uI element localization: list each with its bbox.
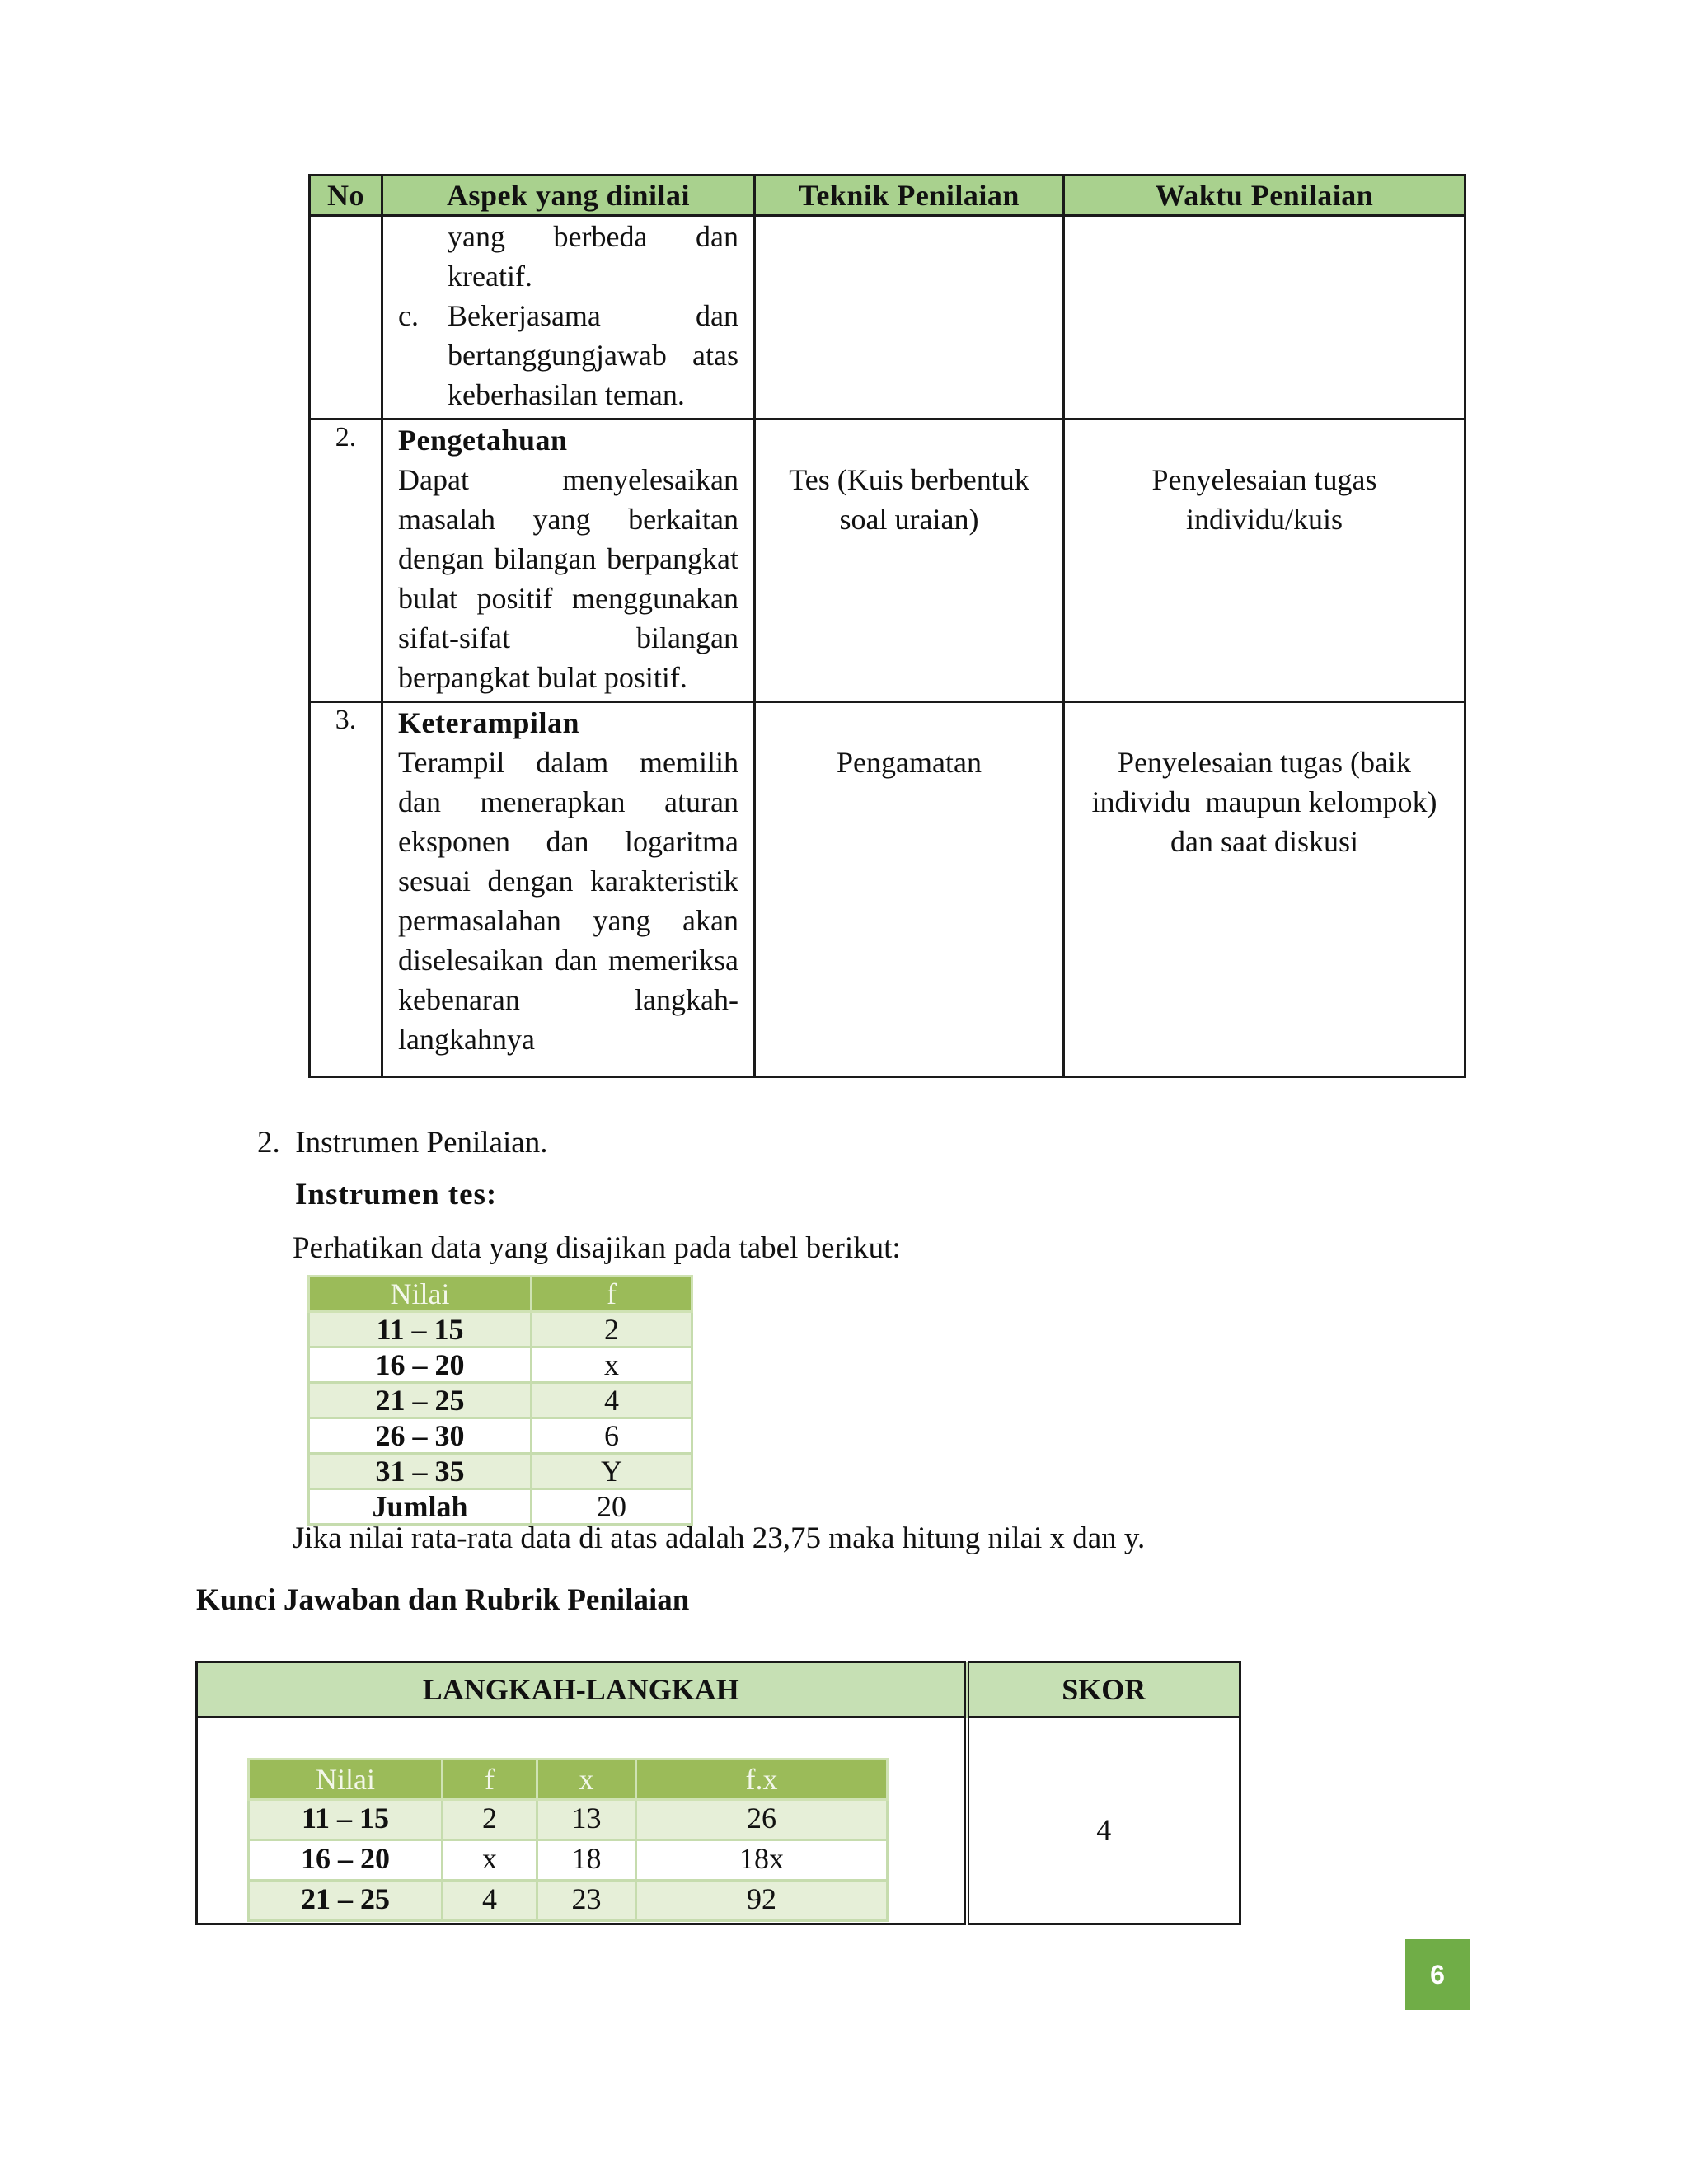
time-line: Penyelesaian tugas	[1151, 463, 1377, 496]
row-3-aspect	[382, 702, 755, 1077]
aspect-line: sesuai dengan karakteristik	[398, 865, 738, 898]
row-2-aspect	[382, 419, 755, 702]
fx-x: 23	[537, 1881, 636, 1921]
rubric-steps-cell	[197, 1718, 967, 1924]
freq-interval: 26 – 30	[309, 1418, 532, 1454]
freq-interval: 21 – 25	[309, 1383, 532, 1418]
header-steps: LANGKAH-LANGKAH	[197, 1662, 967, 1718]
aspect-line: sifat-sifat bilangan	[398, 621, 738, 654]
table-row	[249, 1881, 888, 1921]
rubric-header-row	[197, 1662, 1240, 1718]
table-row	[249, 1840, 888, 1881]
aspect-line: berpangkat bulat positif.	[398, 661, 687, 694]
freq-value: 6	[532, 1418, 692, 1454]
time-line: individu/kuis	[1185, 503, 1343, 536]
row-2-no: 2.	[310, 419, 382, 702]
freq-value: 2	[532, 1312, 692, 1347]
freq-value: 4	[532, 1383, 692, 1418]
table-row	[309, 1418, 692, 1454]
aspect-line: bulat positif menggunakan	[398, 582, 738, 615]
technique-line: Pengamatan	[837, 746, 982, 779]
aspect-line: keberhasilan teman.	[448, 378, 685, 411]
freq-interval: 11 – 15	[309, 1312, 532, 1347]
technique-line: Tes (Kuis berbentuk	[789, 463, 1029, 496]
assessment-row-3	[310, 702, 1465, 1077]
fx-table	[247, 1758, 889, 1922]
row-3-no: 3.	[310, 702, 382, 1077]
frequency-table	[307, 1275, 693, 1526]
fx-interval: 16 – 20	[249, 1840, 443, 1881]
row-2-title: Pengetahuan	[398, 424, 568, 457]
rubric-row	[197, 1718, 1240, 1924]
assessment-header-row	[310, 176, 1465, 216]
aspect-line: dan menerapkan aturan	[398, 785, 738, 818]
instrument-subtitle: Instrumen tes:	[295, 1178, 498, 1212]
fx-product: 18x	[636, 1840, 888, 1881]
freq-interval: 31 – 35	[309, 1454, 532, 1489]
fx-interval: 21 – 25	[249, 1881, 443, 1921]
header-no: No	[310, 176, 382, 216]
fx-x: 13	[537, 1800, 636, 1840]
frequency-header-row	[309, 1277, 692, 1312]
aspect-line: langkahnya	[398, 1023, 535, 1056]
table-row	[309, 1454, 692, 1489]
row-3-title: Keterampilan	[398, 706, 579, 739]
freq-total-label: Jumlah	[309, 1489, 532, 1525]
time-line: individu maupun kelompok)	[1091, 785, 1437, 818]
aspect-line: Bekerjasama dan	[448, 299, 738, 332]
row-2-time	[1064, 419, 1465, 702]
fx-interval: 11 – 15	[249, 1800, 443, 1840]
row-continued-time	[1064, 216, 1465, 419]
page-number-badge: 6	[1405, 1939, 1470, 2010]
assessment-row-continued	[310, 216, 1465, 419]
instrument-intro: Perhatikan data yang disajikan pada tabel berikut:	[293, 1231, 901, 1265]
rubric-score: 4	[967, 1718, 1240, 1924]
technique-line: soal uraian)	[839, 503, 979, 536]
table-row	[309, 1489, 692, 1525]
fx-header-x: x	[537, 1760, 636, 1800]
table-row	[249, 1800, 888, 1840]
aspect-line: kreatif.	[448, 260, 532, 293]
row-continued-no	[310, 216, 382, 419]
aspect-line: dengan bilangan berpangkat	[398, 542, 738, 575]
row-2-technique	[755, 419, 1064, 702]
aspect-line: kebenaran langkah-	[398, 983, 738, 1016]
fx-header-fx: f.x	[636, 1760, 888, 1800]
fx-f: x	[443, 1840, 537, 1881]
freq-interval: 16 – 20	[309, 1347, 532, 1383]
freq-header-nilai: Nilai	[309, 1277, 532, 1312]
item-c-marker: c.	[398, 299, 419, 332]
answer-key-title: Kunci Jawaban dan Rubrik Penilaian	[196, 1583, 690, 1617]
freq-value: x	[532, 1347, 692, 1383]
fx-header-nilai: Nilai	[249, 1760, 443, 1800]
table-row	[309, 1347, 692, 1383]
freq-value: Y	[532, 1454, 692, 1489]
item-c-text	[448, 296, 738, 415]
aspect-item-c	[398, 296, 738, 415]
header-time: Waktu Penilaian	[1064, 176, 1465, 216]
freq-header-f: f	[532, 1277, 692, 1312]
time-line: dan saat diskusi	[1170, 825, 1358, 858]
aspect-line: diselesaikan dan memeriksa	[398, 944, 738, 977]
fx-header-f: f	[443, 1760, 537, 1800]
row-continued-aspect	[382, 216, 755, 419]
table-row	[309, 1383, 692, 1418]
assessment-row-2	[310, 419, 1465, 702]
table-row	[309, 1312, 692, 1347]
aspect-line: permasalahan yang akan	[398, 904, 738, 937]
fx-product: 92	[636, 1881, 888, 1921]
fx-x: 18	[537, 1840, 636, 1881]
header-technique: Teknik Penilaian	[755, 176, 1064, 216]
rubric-table	[195, 1661, 1241, 1925]
aspect-line: Dapat menyelesaikan	[398, 463, 738, 496]
aspect-line: masalah yang berkaitan	[398, 503, 738, 536]
assessment-table	[308, 174, 1466, 1078]
aspect-line: bertanggungjawab atas	[448, 339, 738, 372]
fx-header-row	[249, 1760, 888, 1800]
row-3-technique	[755, 702, 1064, 1077]
question-text: Jika nilai rata-rata data di atas adalah 23,75 maka hitung nilai x dan y.	[293, 1521, 1146, 1555]
aspect-line: eksponen dan logaritma	[398, 825, 738, 858]
aspect-line: Terampil dalam memilih	[398, 746, 738, 779]
fx-f: 2	[443, 1800, 537, 1840]
header-aspect: Aspek yang dinilai	[382, 176, 755, 216]
aspect-line: yang berbeda dan	[448, 220, 738, 253]
row-3-time	[1064, 702, 1465, 1077]
fx-f: 4	[443, 1881, 537, 1921]
fx-product: 26	[636, 1800, 888, 1840]
header-score: SKOR	[967, 1662, 1240, 1718]
time-line: Penyelesaian tugas (baik	[1118, 746, 1411, 779]
instrument-title: 2. Instrumen Penilaian.	[257, 1126, 548, 1160]
row-continued-technique	[755, 216, 1064, 419]
freq-total-value: 20	[532, 1489, 692, 1525]
